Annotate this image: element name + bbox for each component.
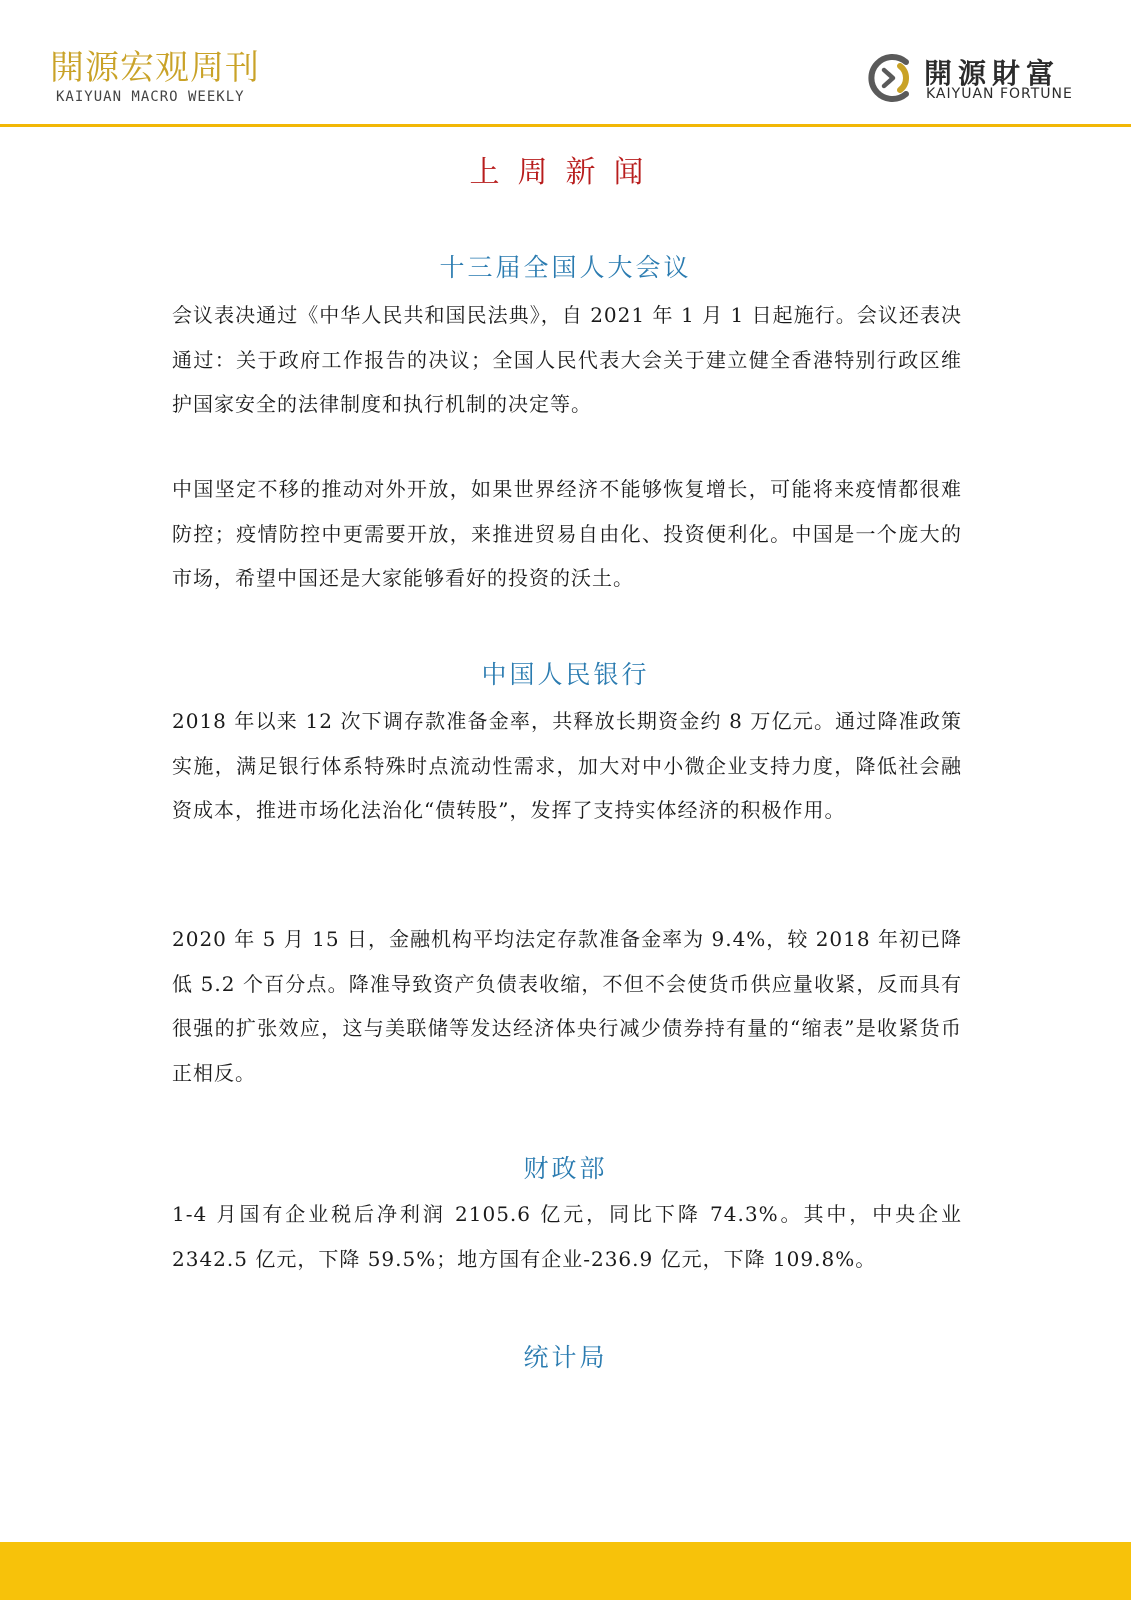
section-title-npc: 十三届全国人大会议: [439, 253, 692, 282]
paragraph-npc-1: 会议表决通过《中华人民共和国民法典》，自 2021 年 1 月 1 日起施行。会议还表决通过：关于政府工作报告的决议；全国人民代表大会关于建立健全香港特别行政区维护国家安全的法律制度和执行机制的决定等。: [172, 303, 962, 416]
page-header: [0, 0, 1131, 128]
paragraph-mof-1: 1-4 月国有企业税后净利润 2105.6 亿元，同比下降 74.3%。其中，中央企业 2342.5 亿元，下降 59.5%；地方国有企业-236.9 亿元，下降 109.8%。: [172, 1202, 962, 1271]
header-divider: [0, 124, 1131, 127]
paragraph-pboc-1: 2018 年以来 12 次下调存款准备金率，共释放长期资金约 8 万亿元。通过降准政策实施，满足银行体系特殊时点流动性需求，加大对中小微企业支持力度，降低社会融资成本，推进市场化法治化“债转股”，发挥了支持实体经济的积极作用。: [172, 709, 962, 822]
brand-title: 開源宏观周刊: [50, 48, 260, 88]
brand-subtitle: KAIYUAN MACRO WEEKLY: [56, 89, 245, 105]
kaiyuan-logo-icon: [866, 52, 918, 104]
section-title-nbs: 统计局: [523, 1343, 608, 1372]
company-logo: [866, 50, 1106, 110]
section-title-mof: 财政部: [523, 1154, 608, 1183]
footer-bar: [0, 1542, 1131, 1600]
paragraph-pboc-2: 2020 年 5 月 15 日，金融机构平均法定存款准备金率为 9.4%，较 2018 年初已降低 5.2 个百分点。降准导致资产负债表收缩，不但不会使货币供应量收紧，反而具有很强的扩张效应，这与美联储等发达经济体央行减少债券持有量的“缩表”是收紧货币正相反。: [172, 927, 962, 1085]
logo-text-cn: 開源財富: [924, 57, 1061, 90]
section-title-pboc: 中国人民银行: [481, 660, 650, 689]
paragraph-npc-2: 中国坚定不移的推动对外开放，如果世界经济不能够恢复增长，可能将来疫情都很难防控；疫情防控中更需要开放，来推进贸易自由化、投资便利化。中国是一个庞大的市场，希望中国还是大家能够看好的投资的沃土。: [172, 477, 962, 590]
page-title: 上周新闻: [469, 155, 662, 190]
logo-text-en: KAIYUAN FORTUNE: [926, 86, 1073, 102]
